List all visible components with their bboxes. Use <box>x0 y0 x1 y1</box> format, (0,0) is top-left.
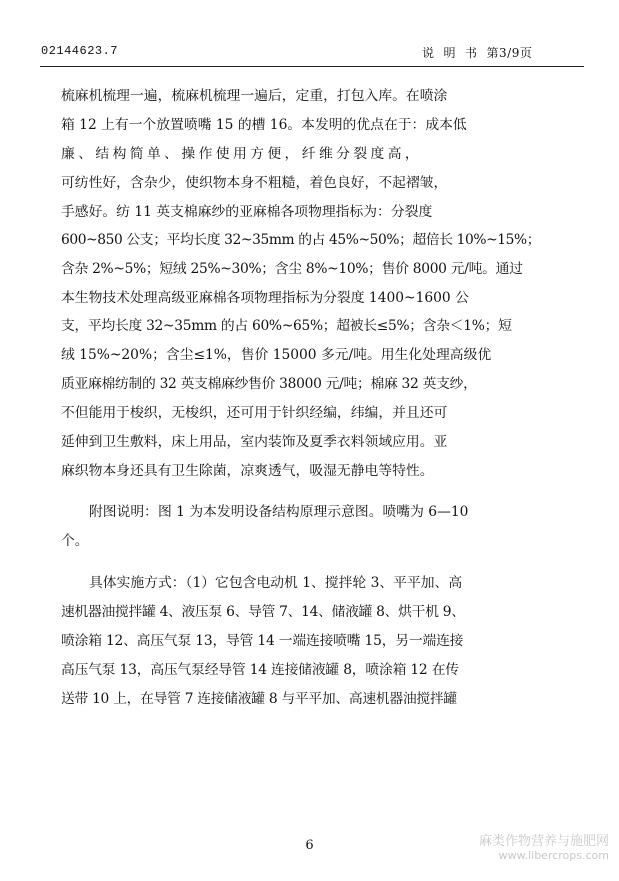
text-line: 具体实施方式：（1）它包含电动机 1、搅拌轮 3、平平加、高 <box>89 575 463 591</box>
text-line: 延伸到卫生敷料，床上用品，室内装饰及夏季衣料领域应用。亚 <box>61 434 448 450</box>
page-indicator: 第3/9页 <box>486 46 533 60</box>
text-line: 附图说明：图 1 为本发明设备结构原理示意图。喷嘴为 6—10 <box>89 504 469 520</box>
text-line: 含杂 2%~5%；短绒 25%~30%；含尘 8%~10%；售价 8000 元/吨。通过 <box>61 261 523 277</box>
text-line: 箱 12 上有一个放置喷嘴 15 的槽 16。本发明的优点在于：成本低 <box>61 117 467 133</box>
page-number: 6 <box>305 838 314 853</box>
text-line: 质亚麻棉纺制的 32 英支棉麻纱售价 38000 元/吨；棉麻 32 英支纱， <box>61 376 477 392</box>
watermark <box>479 835 609 863</box>
text-line: 手感好。纺 11 英支棉麻纱的亚麻棉各项物理指标为：分裂度 <box>61 204 433 220</box>
text-line: 麻织物本身还具有卫生除菌，凉爽透气，吸湿无静电等特性。 <box>61 463 434 479</box>
text-line: 梳麻机梳理一遍，梳麻机梳理一遍后，定重，打包入库。在喷涂 <box>61 88 448 104</box>
patent-number: 02144623.7 <box>41 44 119 58</box>
text-line: 本生物技术处理高级亚麻棉各项物理指标为分裂度 1400~1600 公 <box>61 290 469 306</box>
header-title-char-3: 书 <box>465 46 478 60</box>
text-line: 支，平均长度 32~35mm 的占 60%~65%；超被长≤5%；含杂＜1%；短 <box>61 318 512 334</box>
text-line: 速机器油搅拌罐 4、液压泵 6、导管 7、14、储液罐 8、烘干机 9、 <box>61 604 465 620</box>
text-line: 600~850 公支；平均长度 32~35mm 的占 45%~50%；超倍长 10%~15%； <box>61 232 541 248</box>
watermark-url: www.libercrops.com <box>498 849 609 862</box>
text-line: 绒 15%~20%；含尘≤1%，售价 15000 多元/吨。用生化处理高级优 <box>61 347 492 363</box>
text-line: 不但能用于梭织，无梭织，还可用于针织经编，纬编，并且还可 <box>61 405 448 421</box>
text-line: 送带 10 上，在导管 7 连接储液罐 8 与平平加、高速机器油搅拌罐 <box>61 691 457 707</box>
text-line: 可纺性好，含杂少，使织物本身不粗糙，着色良好，不起褶皱， <box>61 175 448 191</box>
header-right <box>422 44 532 61</box>
text-line: 喷涂箱 12、高压气泵 13，导管 14 一端连接喷嘴 15，另一端连接 <box>61 633 464 649</box>
text-line: 个。 <box>61 533 89 549</box>
header-title-char-2: 明 <box>443 46 457 60</box>
text-line: 高压气泵 13，高压气泵经导管 14 连接储液罐 8，喷涂箱 12 在传 <box>61 662 459 678</box>
header-title-char-1: 说 <box>422 46 435 60</box>
text-line: 廉、结构简单、操作使用方便，纤维分裂度高， <box>61 146 423 162</box>
header-divider <box>40 66 584 67</box>
watermark-title: 麻类作物营养与施肥网 <box>478 834 609 849</box>
